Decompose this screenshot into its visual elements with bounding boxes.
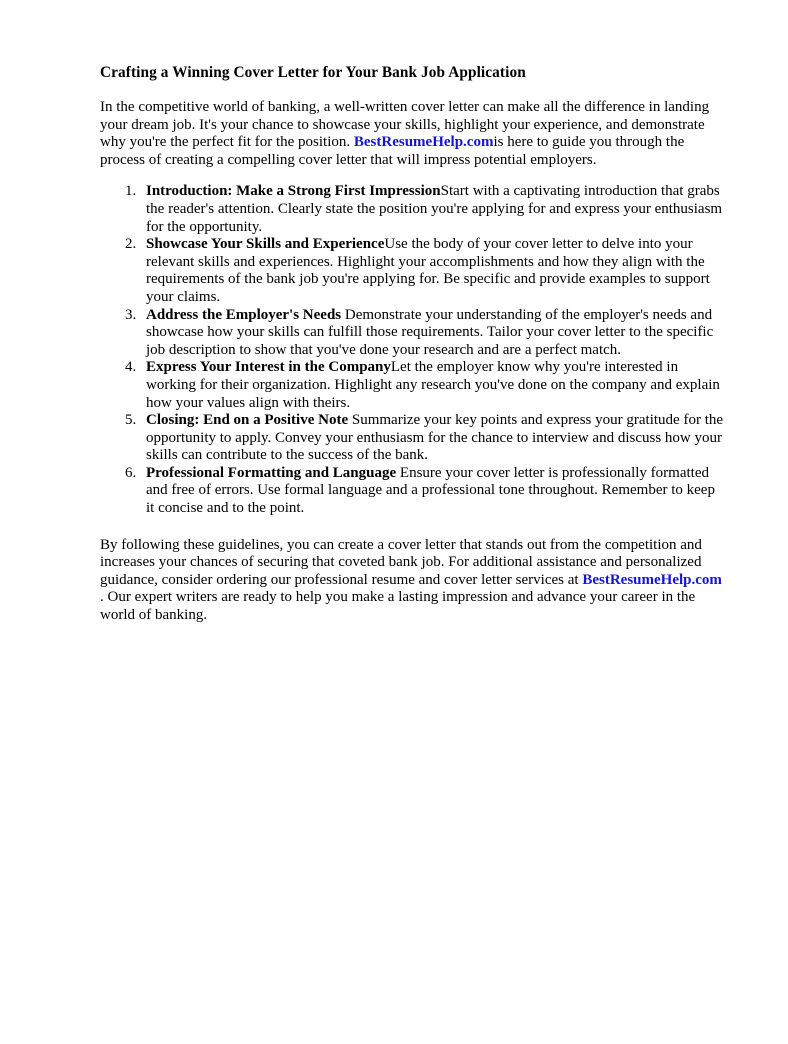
step-lead-in: Closing: End on a Positive Note <box>146 412 349 429</box>
intro-text-after-link: is here to guide you through the process of creating a compelling cover letter that will impress potential employers. <box>100 134 685 168</box>
closing-text-before-link: By following these guidelines, you can create a cover letter that stands out from the competition and increases your chances of securing that coveted bank job. For additional assistance and personalized guidance, consider ordering our professional resume and cover letter services at <box>100 536 702 588</box>
bestresumehelp-link[interactable]: BestResumeHelp.com <box>353 134 494 151</box>
list-item <box>140 307 724 360</box>
step-lead-in: Professional Formatting and Language <box>146 464 397 481</box>
step-body: Start with a captivating introduction that grabs the reader's attention. Clearly state the position you're applying for and express your enthusiasm for the opportunity. <box>146 183 723 235</box>
closing-paragraph <box>100 537 724 625</box>
step-body: Use the body of your cover letter to delve into your relevant skills and experiences. Highlight your accomplishments and how they align with the requirements of the bank job you're applying for. Be specific and provide examples to support your claims. <box>146 236 710 305</box>
step-lead-in: Address the Employer's Needs <box>146 306 342 323</box>
bestresumehelp-link-footer[interactable]: BestResumeHelp.com <box>582 571 722 588</box>
list-item <box>140 236 724 306</box>
list-item <box>140 412 724 465</box>
list-item <box>140 465 724 518</box>
closing-text-after-link: . Our expert writers are ready to help you make a lasting impression and advance your career in the world of banking. <box>100 589 696 624</box>
list-item <box>140 183 724 236</box>
step-body: Demonstrate your understanding of the employer's needs and showcase how your skills can fulfill those requirements. Tailor your cover letter to the specific job description to show that you've done your research and are a perfect match. <box>146 306 714 358</box>
step-body: Summarize your key points and express your gratitude for the opportunity to apply. Convey your enthusiasm for the chance to interview and discuss how your skills can contribute to the success of the bank. <box>146 412 724 464</box>
intro-text-before-link: In the competitive world of banking, a well-written cover letter can make all the difference in landing your dream job. It's your chance to showcase your skills, highlight your experience, and demonstrate why you're the perfect fit for the position. <box>100 99 710 151</box>
list-item <box>140 359 724 412</box>
step-lead-in: Showcase Your Skills and Experience <box>146 236 385 253</box>
intro-paragraph <box>100 99 724 169</box>
step-body: Ensure your cover letter is professionally formatted and free of errors. Use formal language and a professional tone throughout. Remember to keep it concise and to the point. <box>146 464 715 517</box>
step-body: Let the employer know why you're interested in working for their organization. Highlight any research you've done on the company and explain how your values align with theirs. <box>146 359 720 411</box>
document-body <box>100 64 724 639</box>
step-lead-in: Introduction: Make a Strong First Impression <box>146 183 441 200</box>
page-title: Crafting a Winning Cover Letter for Your Bank Job Application <box>100 64 526 81</box>
steps-list <box>100 183 724 517</box>
step-lead-in: Express Your Interest in the Company <box>146 359 391 376</box>
